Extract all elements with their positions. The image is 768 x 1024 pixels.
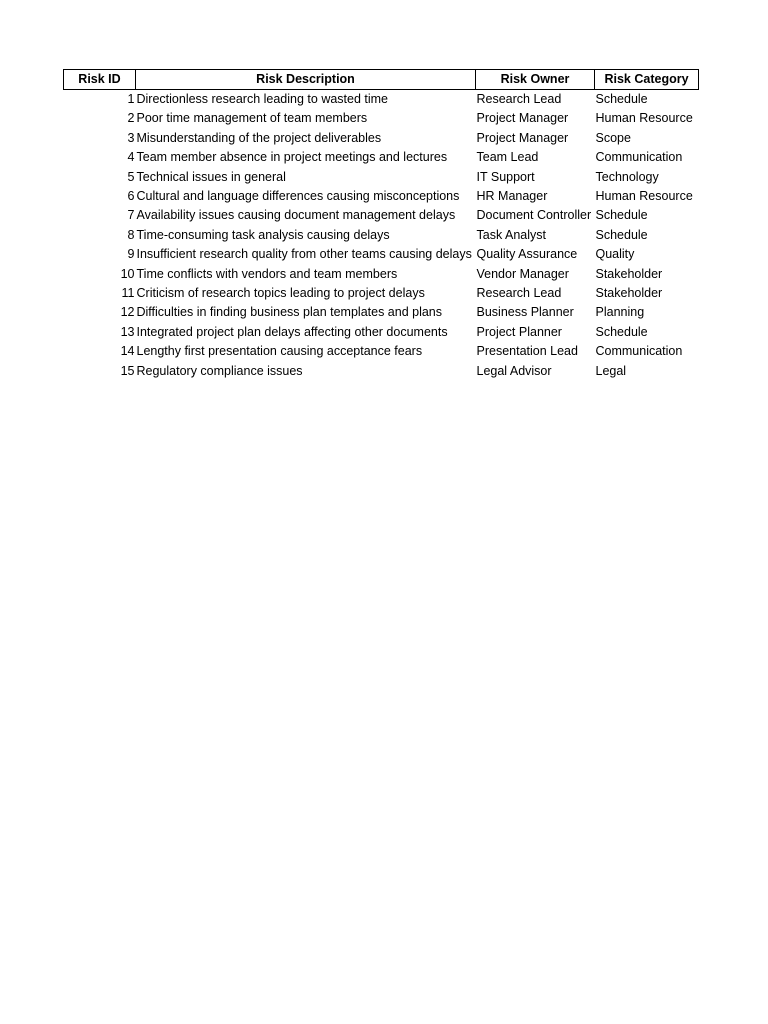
risk-description-cell: Time conflicts with vendors and team members xyxy=(136,266,398,281)
risk-description-cell: Poor time management of team members xyxy=(136,111,368,126)
risk-id-cell: 14 xyxy=(120,344,135,359)
header-row xyxy=(64,70,699,90)
table-row xyxy=(64,148,699,167)
header-risk-owner: Risk Owner xyxy=(476,70,595,90)
risk-owner-cell: HR Manager xyxy=(476,189,548,204)
risk-owner-cell: Research Lead xyxy=(476,92,562,106)
risk-description-cell: Misunderstanding of the project deliverables xyxy=(136,130,382,145)
risk-description-cell: Difficulties in finding business plan templates and plans xyxy=(136,305,443,320)
risk-category-cell: Schedule xyxy=(595,227,648,242)
risk-category-cell: Schedule xyxy=(595,324,648,339)
risk-category-cell: Quality xyxy=(595,247,635,262)
header-risk-id: Risk ID xyxy=(64,70,136,90)
risk-category-cell: Human Resource xyxy=(595,189,693,204)
risk-category-cell: Stakeholder xyxy=(595,266,663,281)
risk-owner-cell: Project Planner xyxy=(476,324,562,339)
risk-category-cell: Legal xyxy=(595,363,627,378)
risk-description-cell: Cultural and language differences causing misconceptions xyxy=(136,189,460,204)
risk-category-cell: Communication xyxy=(595,344,683,359)
table-row xyxy=(64,187,699,206)
risk-id-cell: 4 xyxy=(127,150,135,165)
risk-id-cell: 1 xyxy=(127,92,135,106)
risk-category-cell: Technology xyxy=(595,169,659,184)
table-row xyxy=(64,265,699,284)
table-row xyxy=(64,362,699,381)
table-row xyxy=(64,323,699,342)
risk-description-cell: Lengthy first presentation causing acceptance fears xyxy=(136,344,423,359)
risk-owner-cell: Business Planner xyxy=(476,305,574,320)
risk-description-cell: Criticism of research topics leading to project delays xyxy=(136,286,425,301)
risk-description-cell: Insufficient research quality from other teams causing delays xyxy=(136,247,472,262)
table-header xyxy=(64,70,699,90)
risk-description-cell: Time-consuming task analysis causing delays xyxy=(136,227,390,242)
risk-id-cell: 5 xyxy=(127,169,135,184)
risk-description-cell: Team member absence in project meetings and lectures xyxy=(136,150,448,165)
risk-owner-cell: Project Manager xyxy=(476,111,569,126)
risk-description-cell: Regulatory compliance issues xyxy=(136,363,303,378)
risk-id-cell: 9 xyxy=(127,247,135,262)
table-row xyxy=(64,90,699,110)
risk-category-cell: Schedule xyxy=(595,92,648,106)
table-row xyxy=(64,168,699,187)
risk-owner-cell: Research Lead xyxy=(476,286,562,301)
table-row xyxy=(64,206,699,225)
risk-id-cell: 13 xyxy=(120,324,135,339)
risk-id-cell: 8 xyxy=(127,227,135,242)
risk-owner-cell: IT Support xyxy=(476,169,535,184)
table-row xyxy=(64,303,699,322)
risk-description-cell: Integrated project plan delays affecting other documents xyxy=(136,324,448,339)
risk-description-cell: Availability issues causing document management delays xyxy=(136,208,456,223)
table-row xyxy=(64,342,699,361)
table-row xyxy=(64,284,699,303)
risk-owner-cell: Project Manager xyxy=(476,130,569,145)
table-row xyxy=(64,226,699,245)
risk-category-cell: Planning xyxy=(595,305,645,320)
risk-owner-cell: Quality Assurance xyxy=(476,247,578,262)
table-row xyxy=(64,129,699,148)
risk-owner-cell: Document Controller xyxy=(476,208,592,223)
risk-id-cell: 7 xyxy=(127,208,135,223)
risk-id-cell: 6 xyxy=(127,189,135,204)
risk-register xyxy=(63,69,698,381)
risk-id-cell: 3 xyxy=(127,130,135,145)
risk-owner-cell: Team Lead xyxy=(476,150,539,165)
risk-id-cell: 11 xyxy=(121,286,135,301)
risk-description-cell: Technical issues in general xyxy=(136,169,286,184)
risk-owner-cell: Legal Advisor xyxy=(476,363,552,378)
risk-category-cell: Human Resource xyxy=(595,111,693,126)
table-row xyxy=(64,109,699,128)
risk-category-cell: Schedule xyxy=(595,208,648,223)
risk-table xyxy=(63,69,699,381)
risk-id-cell: 12 xyxy=(120,305,135,320)
risk-description-cell: Directionless research leading to wasted time xyxy=(136,92,389,106)
table-body xyxy=(64,90,699,382)
risk-owner-cell: Vendor Manager xyxy=(476,266,569,281)
table-row xyxy=(64,245,699,264)
header-risk-category: Risk Category xyxy=(595,70,699,90)
risk-category-cell: Stakeholder xyxy=(595,286,663,301)
risk-owner-cell: Presentation Lead xyxy=(476,344,578,359)
risk-category-cell: Communication xyxy=(595,150,683,165)
risk-owner-cell: Task Analyst xyxy=(476,227,546,242)
risk-category-cell: Scope xyxy=(595,130,631,145)
risk-id-cell: 2 xyxy=(127,111,135,126)
header-risk-description: Risk Description xyxy=(136,70,476,90)
risk-id-cell: 15 xyxy=(120,363,135,378)
risk-id-cell: 10 xyxy=(120,266,135,281)
